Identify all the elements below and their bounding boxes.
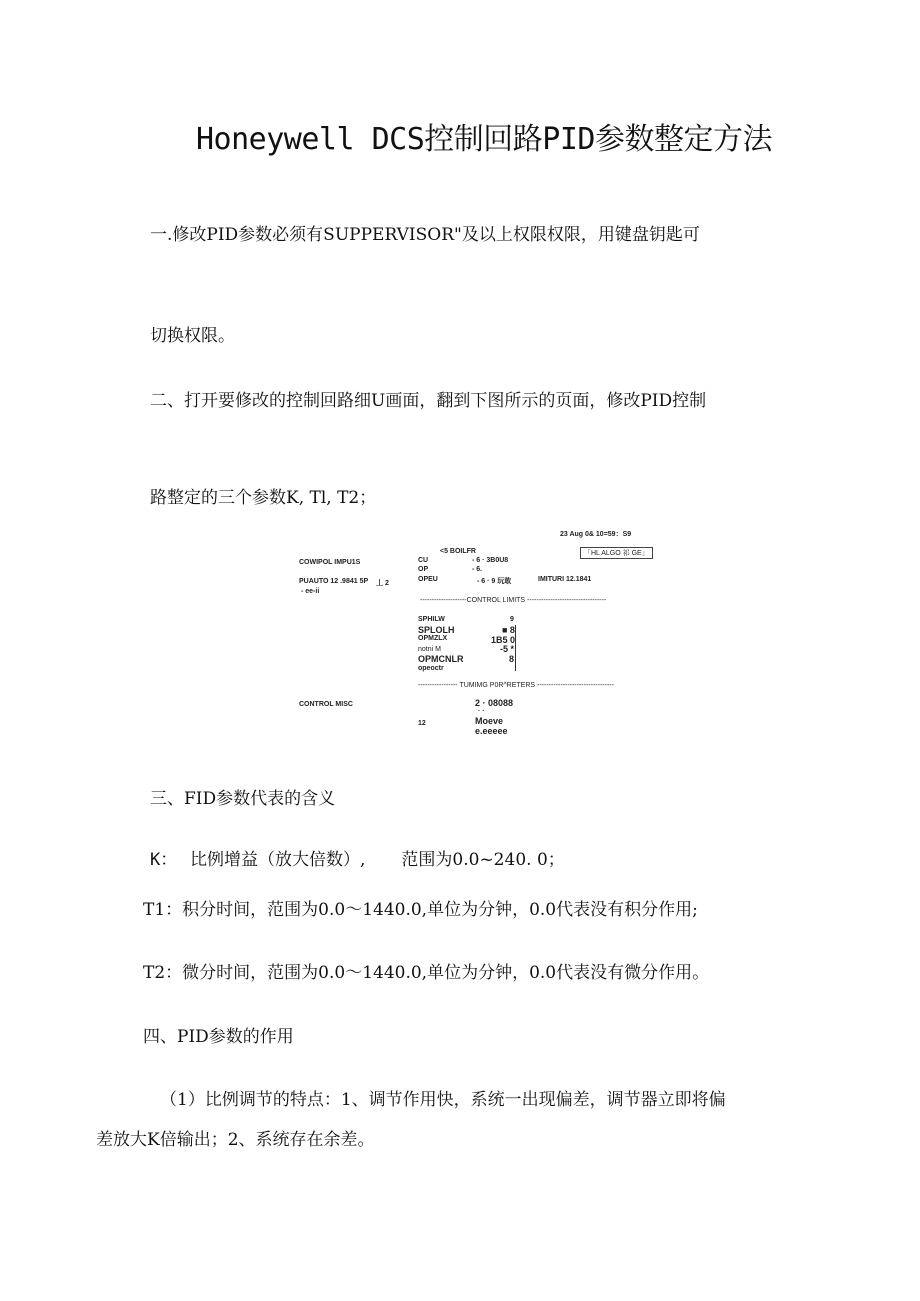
dcs-screenshot <box>290 522 660 747</box>
shot-opmzlx: OPMZLX <box>418 635 448 642</box>
shot-notni: notni M <box>418 646 441 653</box>
shot-sphilw: SPHILW <box>418 616 445 623</box>
para-t1: T1：积分时间，范围为0.0～1440.0,单位为分钟，0.0代表没有积分作用; <box>143 900 698 920</box>
shot-datetime: 23 Aug 0& 10=59：S9 <box>560 531 632 538</box>
shot-misc-eeeee: e.eeeee <box>475 726 508 736</box>
para-permission: 一.修改PID参数必须有SUPPERVISOR"及以上权限权限，用键盘钥匙可 <box>150 225 700 245</box>
shot-cu-value: - 6 · 3B0U8 <box>472 557 509 564</box>
para-proportional-cont: 差放大K倍输出；2、系统存在余差。 <box>96 1130 375 1150</box>
shot-op-value: - 6. <box>472 566 483 573</box>
shot-splolh: SPLOLH <box>418 625 455 635</box>
shot-puauto: PUAUTO 12 .9841 5P <box>299 578 369 585</box>
shot-eeii: - ee-ii <box>301 588 320 595</box>
shot-control-misc: CONTROL MISC <box>299 701 353 708</box>
shot-divider <box>515 625 516 671</box>
shot-misc-value: 2 · 08088 <box>475 698 514 708</box>
para-open-loop-cont: 路整定的三个参数K, Tl, T2； <box>150 488 377 508</box>
shot-notni-value: -5 * <box>500 644 515 654</box>
shot-opeu-value: - 6 · 9 玩敢 <box>477 578 512 585</box>
para-k-label: K： <box>150 850 178 870</box>
para-effect-heading: 四、PID参数的作用 <box>143 1027 294 1047</box>
shot-opmcnlr-value: 8 <box>509 654 515 664</box>
shot-opmcnlr: OPMCNLR <box>418 654 464 664</box>
document-title: Honeywell DCS控制回路PID参数整定方法 <box>196 122 772 157</box>
shot-misc-12: 12 <box>418 720 426 727</box>
para-k-range: 范围为0.0~240. 0； <box>401 850 565 870</box>
shot-cowipol: COWIPOL IMPU1S <box>299 559 361 566</box>
para-meaning-heading: 三、FID参数代表的含义 <box>150 789 336 809</box>
para-proportional: （1）比例调节的特点：1、调节作用快，系统一出现偏差，调节器立即将偏 <box>160 1090 726 1110</box>
shot-op-label: OP <box>418 566 429 573</box>
para-open-loop: 二、打开要修改的控制回路细U画面，翻到下图所示的页面，修改PID控制 <box>150 391 707 411</box>
para-permission-cont: 切换权限。 <box>150 326 235 346</box>
shot-misc-moeve: Moeve <box>475 716 504 726</box>
shot-opmzlx-value: 1B5 0 <box>491 635 516 645</box>
shot-boiler: <5 BOILFR <box>440 548 476 555</box>
shot-algo: 「HL ALGO 祁 GE」 <box>580 547 653 559</box>
para-t2: T2：微分时间，范围为0.0～1440.0,单位为分钟，0.0代表没有微分作用。 <box>143 963 710 983</box>
shot-misc-dots: · · <box>478 708 485 715</box>
shot-puauto-value: 丄 2 <box>376 580 389 587</box>
shot-imituri: IMITURI 12.1841 <box>538 576 592 583</box>
shot-opeoctr: opeoctr <box>418 665 444 672</box>
shot-control-limits: --------------------CONTROL LIMITS ---------------------------------- <box>420 597 607 604</box>
shot-opeu-label: OPEU <box>418 576 438 583</box>
shot-cu-label: CU <box>418 557 429 564</box>
shot-tuning-header: ----------------- TUMIMG P0R^RETERS --------------------------------- <box>418 682 614 689</box>
para-k-desc: 比例增益（放大倍数）, <box>190 850 366 870</box>
para-k <box>150 845 565 870</box>
shot-sphilw-value: 9 <box>510 616 514 623</box>
shot-splolh-value: ■ 8 <box>502 625 515 635</box>
